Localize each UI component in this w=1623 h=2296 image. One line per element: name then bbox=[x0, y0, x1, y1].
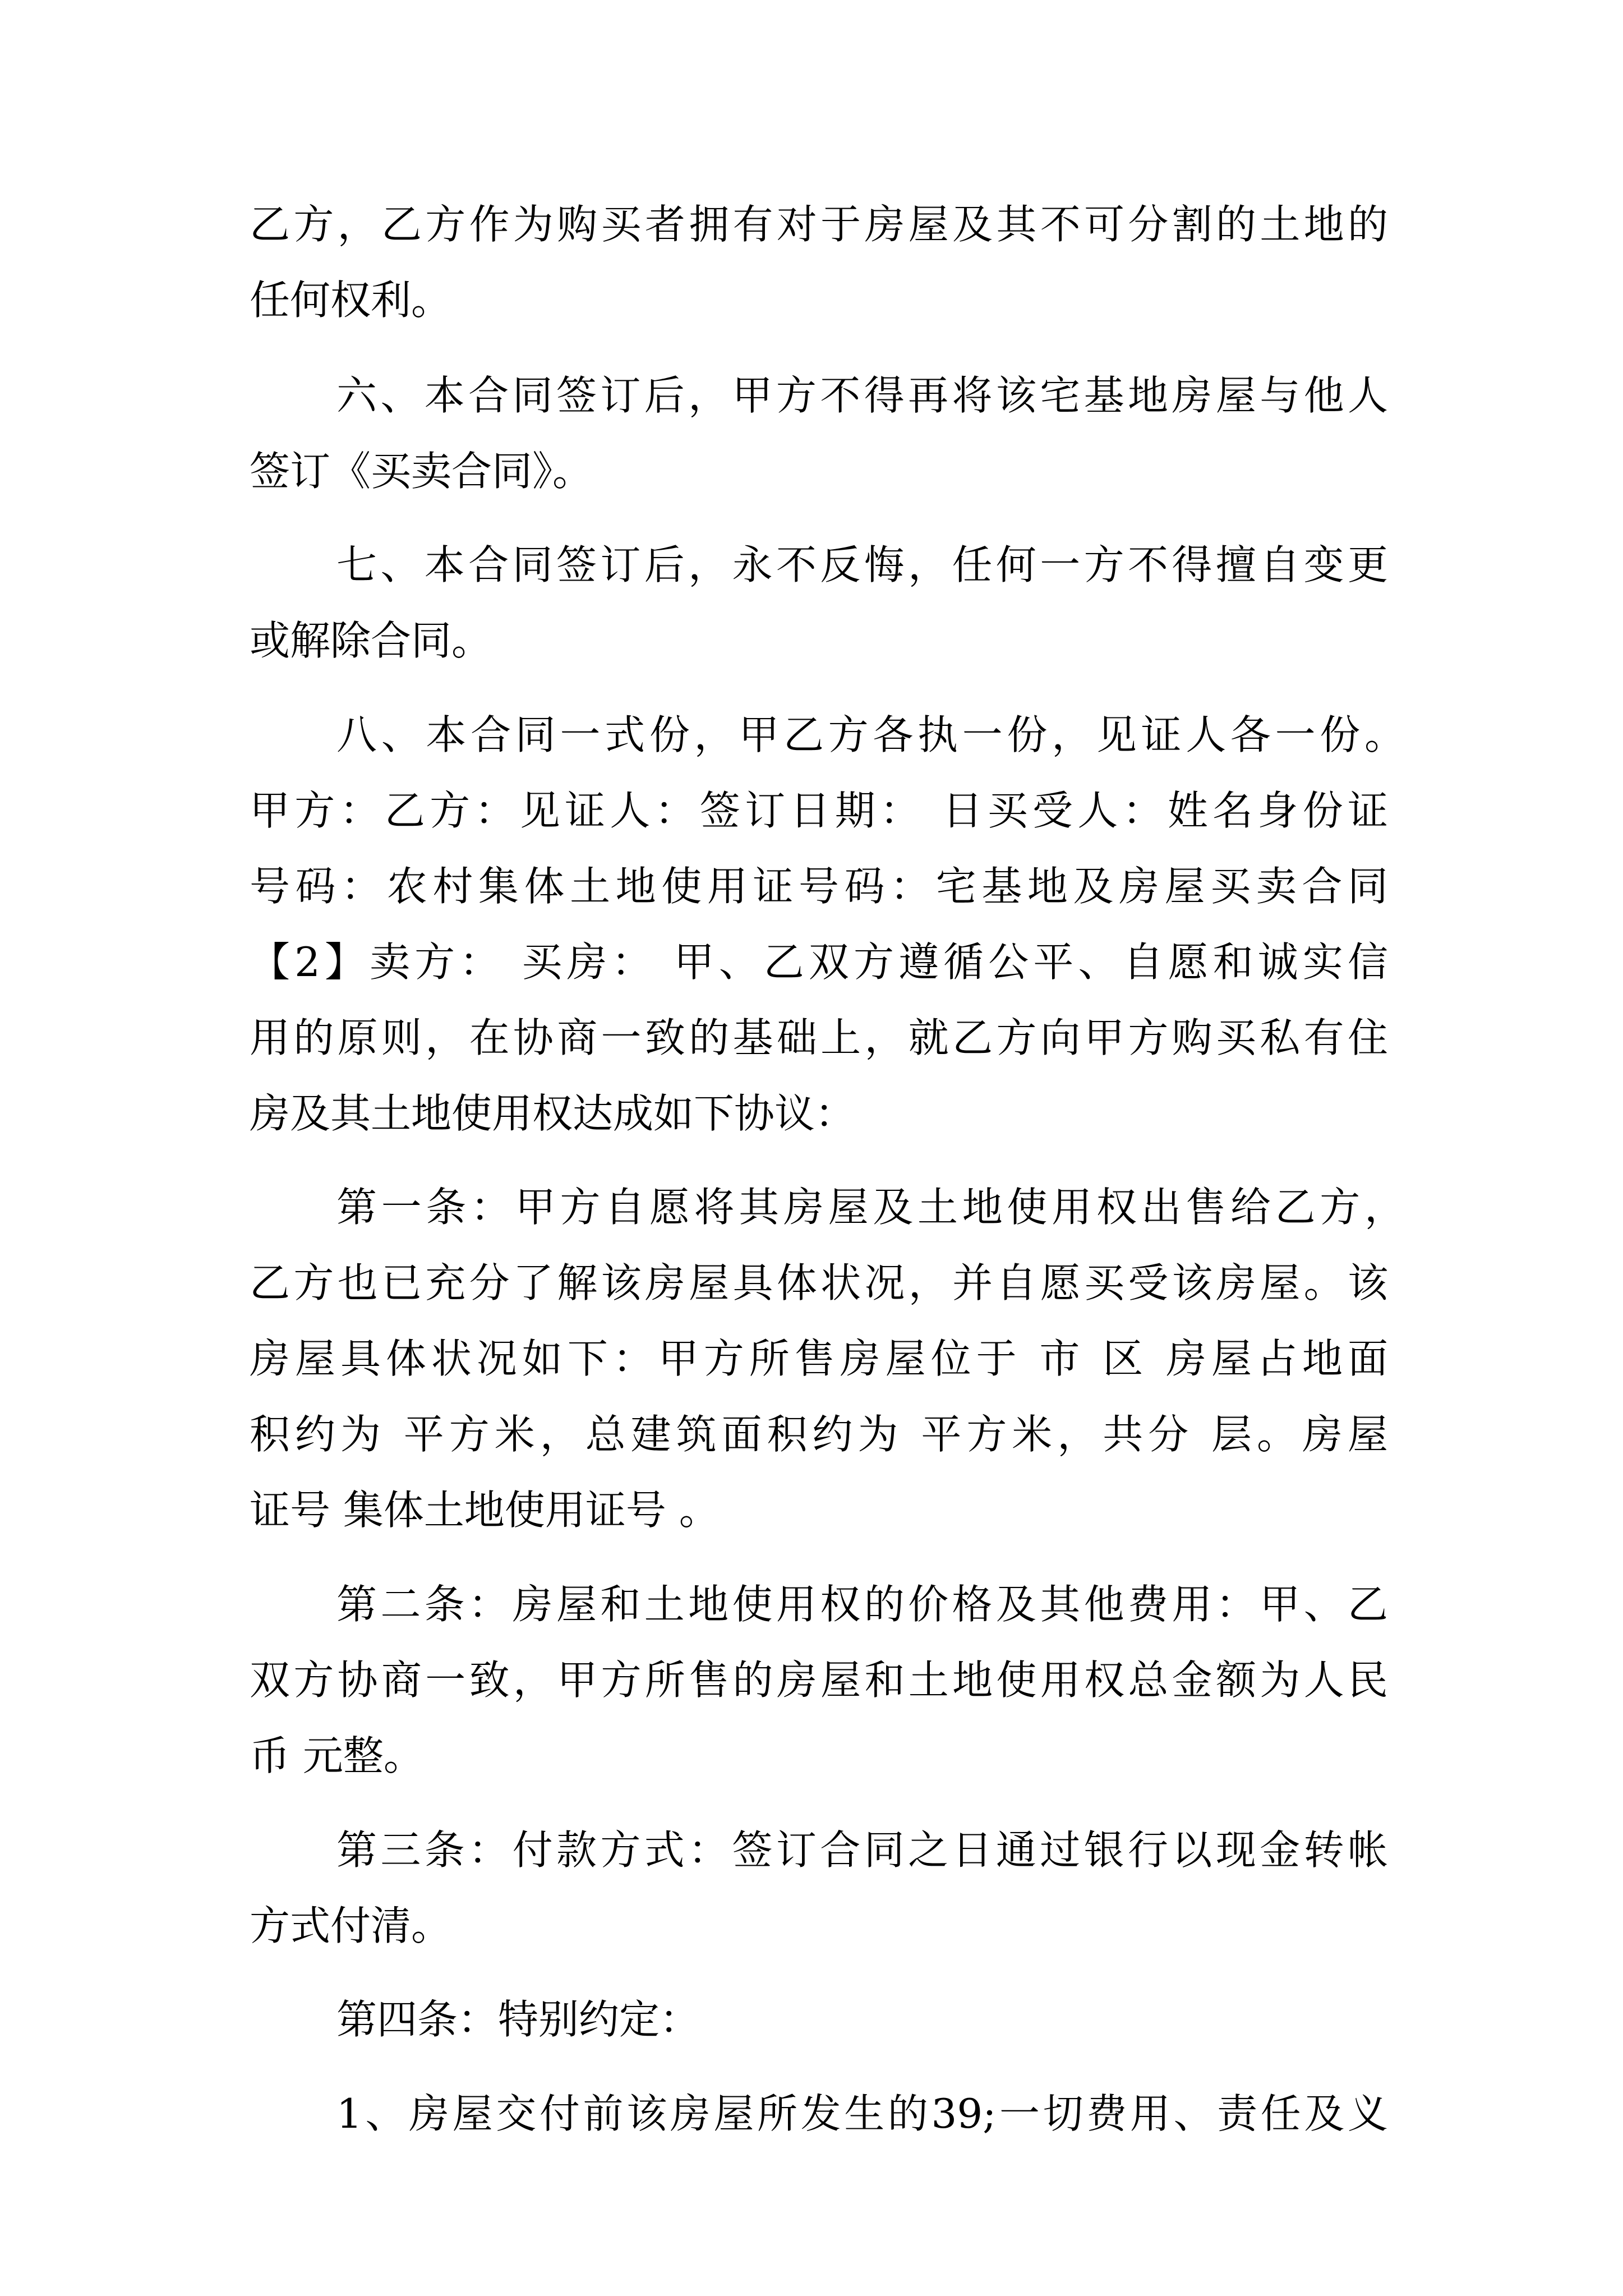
text-line: 或解除合同。 bbox=[250, 617, 492, 664]
text-line: 积约为 平方米，总建筑面积约为 平方米，共分 层。房屋 bbox=[250, 1411, 1388, 1458]
text-line: 币 元整。 bbox=[250, 1732, 424, 1779]
text-line: 签订《买卖合同》。 bbox=[250, 448, 593, 495]
text-line: 八、本合同一式份，甲乙方各执一份，见证人各一份。 bbox=[336, 711, 1405, 758]
text-line: 房及其土地使用权达成如下协议： bbox=[250, 1090, 856, 1137]
text-line: 第一条：甲方自愿将其房屋及土地使用权出售给乙方， bbox=[336, 1184, 1405, 1231]
text-line: 任何权利。 bbox=[250, 277, 452, 324]
text-line: 第二条：房屋和土地使用权的价格及其他费用：甲、乙 bbox=[336, 1581, 1388, 1628]
text-line: 【2】卖方： 买房： 甲、乙双方遵循公平、自愿和诚实信 bbox=[250, 938, 1388, 986]
text-line: 七、本合同签订后，永不反悔，任何一方不得擅自变更 bbox=[336, 541, 1388, 588]
text-line: 乙方，乙方作为购买者拥有对于房屋及其不可分割的土地的 bbox=[250, 201, 1388, 248]
text-line: 方式付清。 bbox=[250, 1902, 452, 1949]
text-line: 1、房屋交付前该房屋所发生的39;一切费用、责任及义 bbox=[336, 2090, 1388, 2137]
text-line: 用的原则，在协商一致的基础上，就乙方向甲方购买私有住 bbox=[250, 1014, 1388, 1061]
text-line: 证号 集体土地使用证号 。 bbox=[250, 1487, 720, 1534]
text-line: 六、本合同签订后，甲方不得再将该宅基地房屋与他人 bbox=[336, 372, 1388, 419]
text-line: 甲方：乙方：见证人：签订日期： 日买受人：姓名身份证 bbox=[250, 787, 1388, 834]
text-line: 第三条：付款方式：签订合同之日通过银行以现金转帐 bbox=[336, 1826, 1388, 1874]
text-line: 房屋具体状况如下：甲方所售房屋位于 市 区 房屋占地面 bbox=[250, 1335, 1388, 1382]
text-line: 乙方也已充分了解该房屋具体状况，并自愿买受该房屋。该 bbox=[250, 1259, 1388, 1306]
text-line: 双方协商一致，甲方所售的房屋和土地使用权总金额为人民 bbox=[250, 1657, 1388, 1704]
text-line: 第四条：特别约定： bbox=[336, 1996, 700, 2043]
text-line: 号码：农村集体土地使用证号码：宅基地及房屋买卖合同 bbox=[250, 863, 1388, 910]
